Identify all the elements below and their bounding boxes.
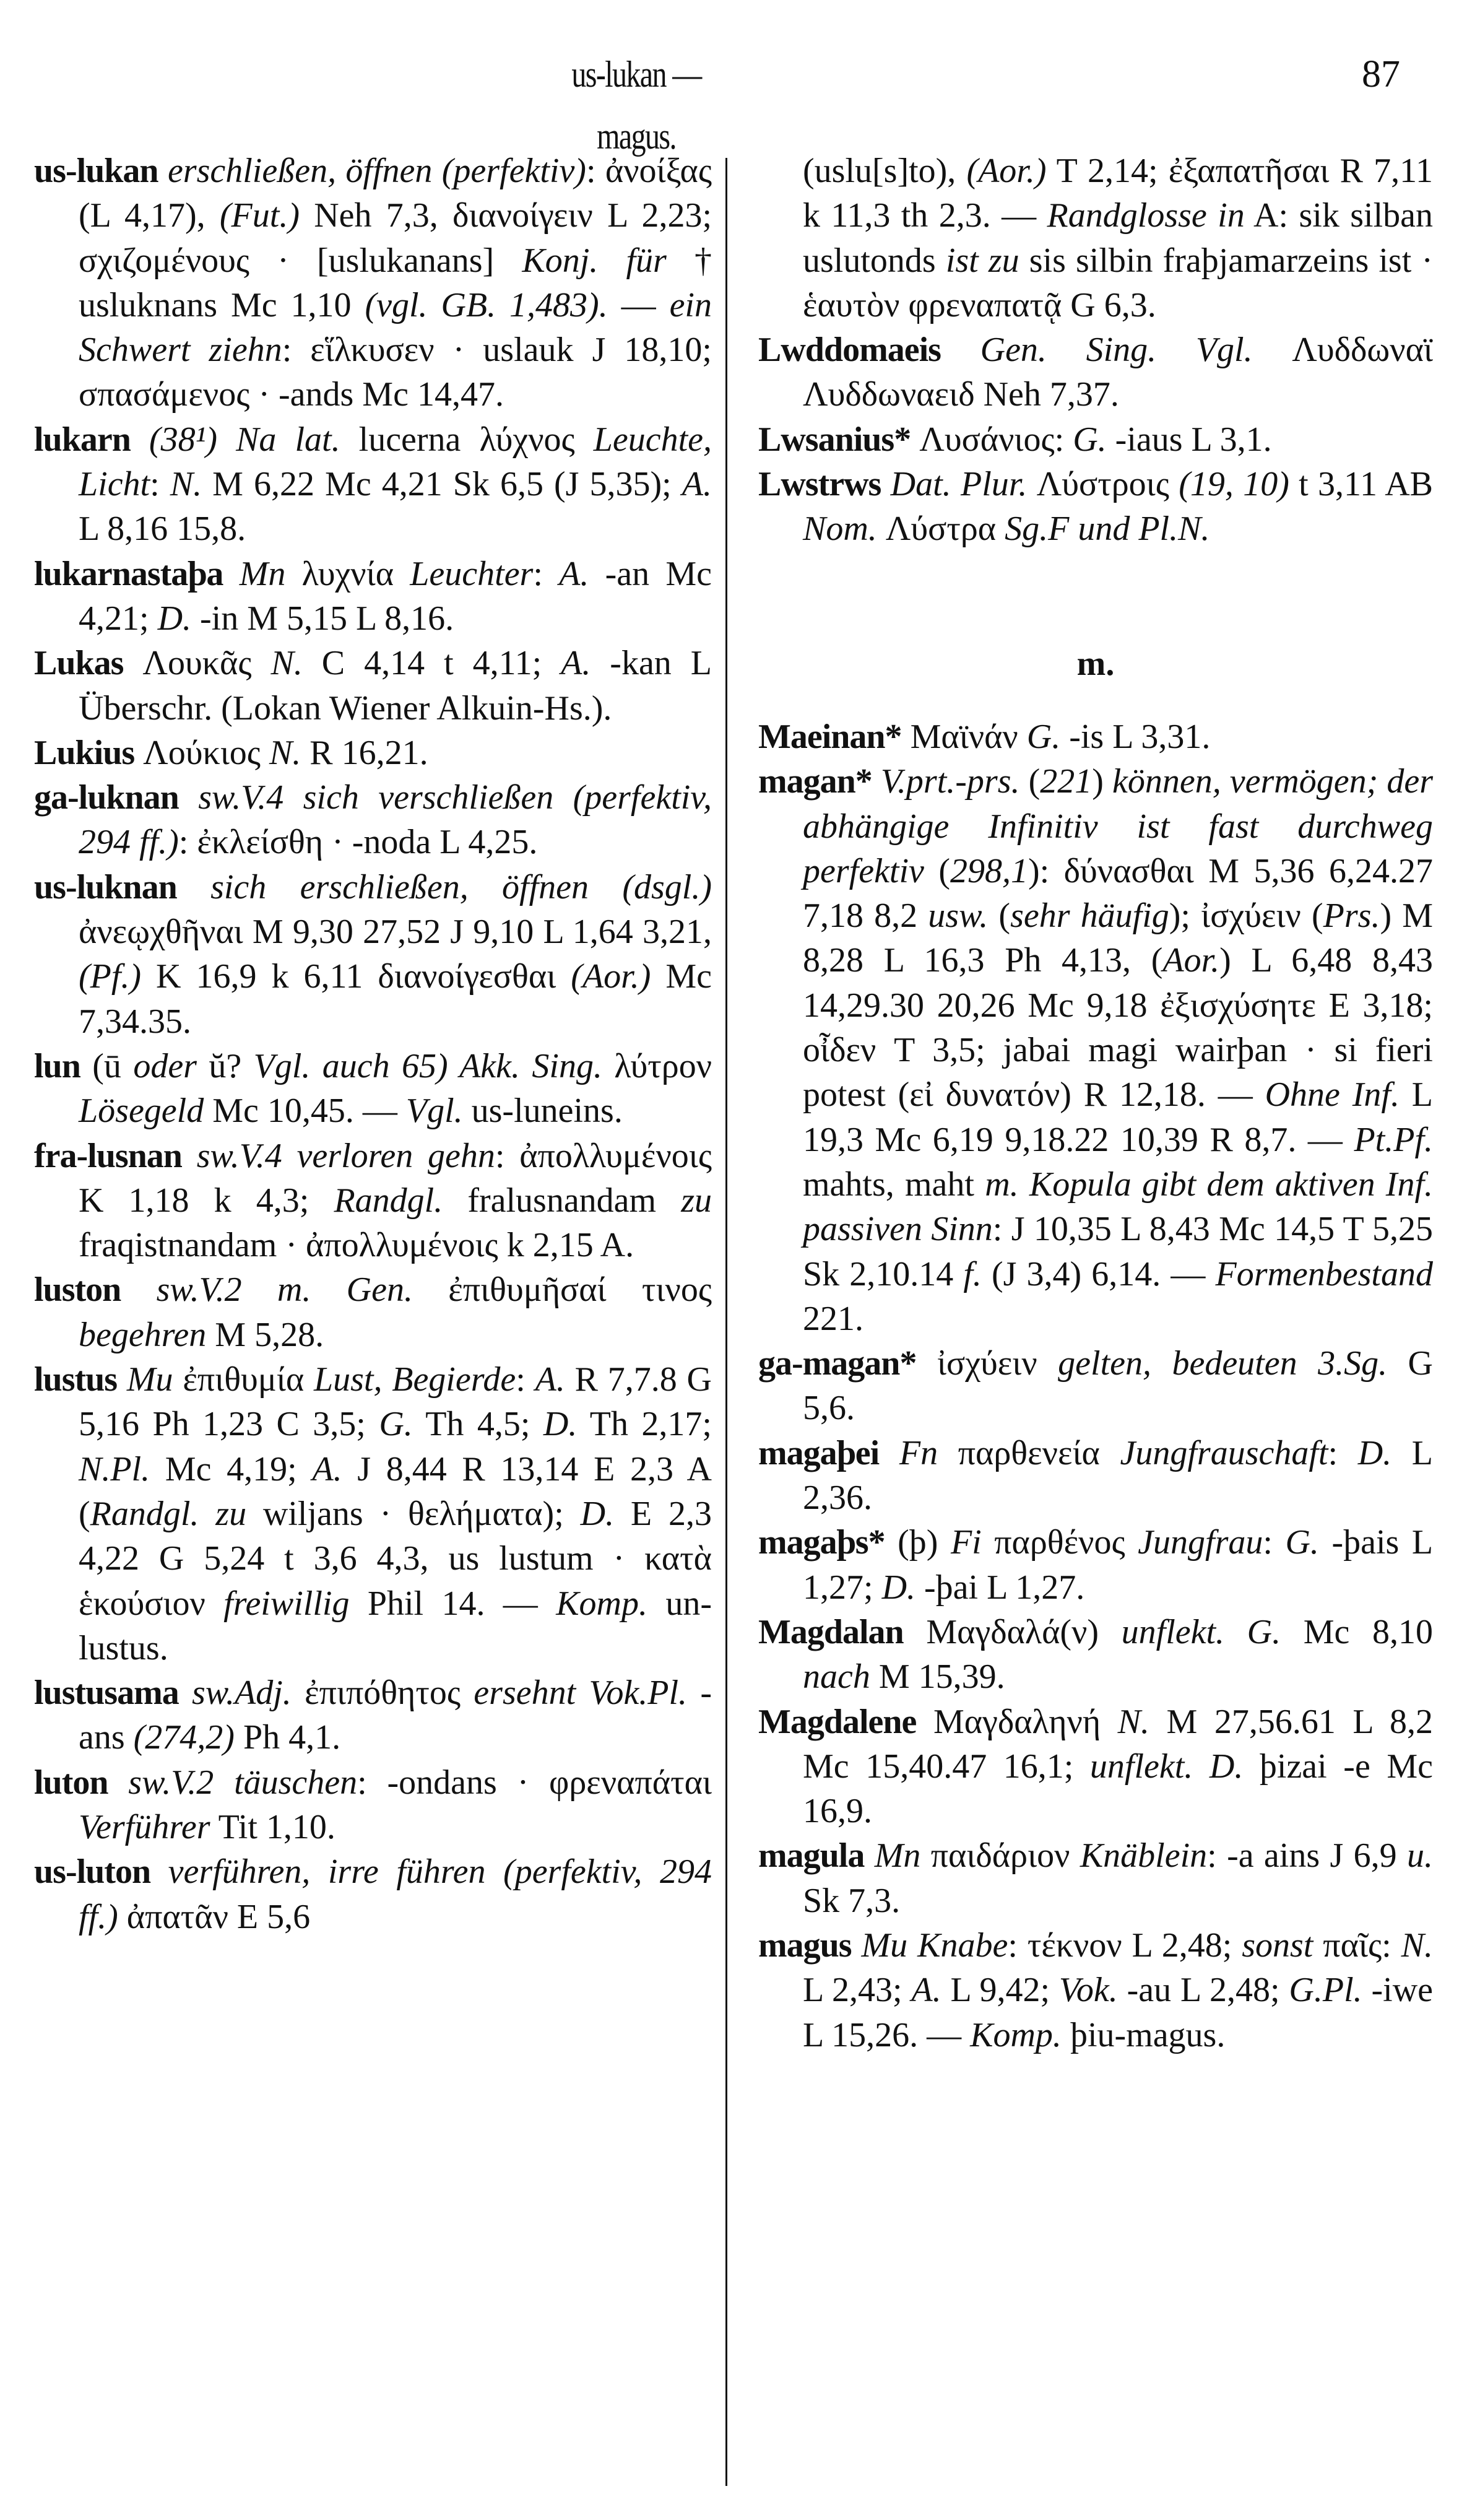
- gloss-text: M 5,28.: [206, 1315, 324, 1354]
- gloss-text: Mc 7,34.35.: [79, 957, 712, 1041]
- page-header: [0, 43, 1467, 157]
- gloss-italic: m. Kopula gibt dem aktiven Inf. passiven Sinn: [803, 1165, 1433, 1249]
- headword: Magdalan: [758, 1612, 904, 1651]
- headword: magaþs*: [758, 1523, 885, 1562]
- gloss-italic: Jungfrauschaft: [1120, 1433, 1328, 1472]
- gloss-italic: Randgl.: [334, 1181, 443, 1220]
- dictionary-entry: [34, 775, 712, 865]
- gloss-text: R 16,21.: [301, 733, 428, 772]
- headword: ga-luknan: [34, 778, 179, 817]
- gloss-italic: Jungfrau: [1138, 1523, 1263, 1562]
- gloss-italic: verführen, irre führen (perfektiv, 294 ff.): [79, 1853, 712, 1936]
- gloss-italic: 221: [1040, 762, 1093, 801]
- gloss-italic: A.: [535, 1360, 565, 1399]
- gloss-italic: Ohne Inf.: [1265, 1075, 1400, 1114]
- gloss-text: Λύστροις: [1027, 465, 1179, 504]
- dictionary-entry: [758, 328, 1433, 417]
- gloss-italic: Leuchter: [410, 554, 534, 593]
- gloss-italic: Knäblein: [1080, 1836, 1208, 1875]
- gloss-italic: ein Schwert ziehn: [79, 285, 712, 370]
- gloss-text: ἐπιθυμία: [173, 1360, 314, 1399]
- dictionary-entry: [34, 552, 712, 641]
- gloss-italic: G.: [379, 1405, 413, 1444]
- gloss-italic: usw.: [928, 897, 989, 936]
- gloss-text: :: [533, 554, 560, 593]
- gloss-italic: Konj. für: [522, 241, 667, 280]
- gloss-italic: (19, 10): [1179, 465, 1289, 504]
- gloss-italic: Mu Knabe: [861, 1926, 1008, 1965]
- gloss-text: Phil 14. —: [349, 1584, 556, 1623]
- running-head: us-lukan — magus.: [571, 54, 701, 157]
- gloss-text: ἐπιπόθητος: [291, 1674, 474, 1713]
- gloss-text: : εἵλκυσεν · uslauk J 18,10; σπασάμενος · -ands Mc 14,47.: [79, 331, 712, 414]
- gloss-text: :: [516, 1360, 535, 1399]
- gloss-text: -au L 2,48;: [1117, 1971, 1289, 2010]
- gloss-text: L 8,16 15,8.: [79, 510, 246, 549]
- gloss-italic: Gen. Sing. Vgl.: [980, 331, 1253, 370]
- dictionary-entry: [758, 715, 1433, 759]
- gloss-italic: können, vermögen; der abhängige Infinitiv ist fast durchweg perfektiv: [803, 762, 1433, 890]
- headword: Lwsanius*: [758, 420, 911, 459]
- gloss-italic: Formenbestand: [1215, 1254, 1433, 1293]
- gloss-text: Μαϊνάν: [910, 717, 1027, 756]
- gloss-italic: Na lat.: [236, 420, 340, 459]
- dictionary-entry: [34, 1267, 712, 1357]
- gloss-text: -ans: [79, 1674, 712, 1757]
- gloss-text: (ū: [92, 1046, 134, 1085]
- gloss-text: ŭ?: [196, 1046, 254, 1085]
- gloss-text: : τέκνον L 2,48;: [1008, 1926, 1242, 1965]
- gloss-italic: D.: [157, 599, 192, 638]
- gloss-text: mahts, maht: [803, 1165, 985, 1204]
- headword: magus: [758, 1926, 852, 1965]
- gloss-italic: A.: [559, 554, 589, 593]
- gloss-italic: Pt.Pf.: [1354, 1120, 1433, 1159]
- gloss-text: -þais L 1,27;: [803, 1523, 1434, 1607]
- gloss-italic: Sg.F und Pl.N.: [1005, 510, 1210, 549]
- gloss-text: Mc 4,19;: [150, 1449, 313, 1488]
- gloss-italic: nach: [803, 1658, 870, 1697]
- gloss-italic: Vgl. auch 65) Akk. Sing.: [253, 1046, 602, 1085]
- gloss-italic: G.Pl.: [1289, 1971, 1362, 2010]
- gloss-text: ) M 8,28 L 16,3 Ph 4,13, (: [803, 897, 1434, 980]
- gloss-text: ἐπιθυμῆσαί τινος: [412, 1271, 712, 1310]
- dictionary-entry: [758, 1700, 1433, 1834]
- gloss-text: t 3,11 AB: [1289, 465, 1434, 504]
- gloss-text: Μαγδαληνή: [933, 1702, 1118, 1741]
- dictionary-entry: [758, 462, 1433, 552]
- gloss-text: -iaus L 3,1.: [1106, 420, 1272, 459]
- gloss-italic: Mn: [239, 554, 286, 593]
- gloss-text: ): [1092, 762, 1112, 801]
- dictionary-entry: [758, 1610, 1433, 1700]
- headword: Lukius: [34, 733, 135, 772]
- gloss-italic: G.: [1073, 420, 1107, 459]
- gloss-text: (: [1019, 762, 1041, 801]
- dictionary-entry: [34, 731, 712, 775]
- gloss-text: —: [607, 285, 670, 324]
- gloss-italic: (vgl. GB. 1,483).: [365, 285, 608, 324]
- dictionary-entry: [34, 417, 712, 552]
- gloss-italic: sw.V.4 verloren gehn: [196, 1136, 495, 1175]
- gloss-italic: freiwillig: [223, 1584, 350, 1623]
- headword: Lwstrws: [758, 465, 881, 504]
- gloss-italic: (Aor.): [966, 152, 1047, 190]
- section-letter: m.: [1076, 644, 1115, 683]
- gloss-text: (: [924, 851, 950, 890]
- gloss-italic: Komp.: [556, 1584, 647, 1623]
- gloss-text: Mc 8,10: [1281, 1612, 1434, 1651]
- gloss-text: Λυσάνιος:: [919, 420, 1073, 459]
- headword: magaþei: [758, 1433, 880, 1472]
- gloss-text: Th 4,5;: [412, 1405, 543, 1444]
- headword: lukarn: [34, 420, 131, 459]
- gloss-text: -is L 3,31.: [1060, 717, 1211, 756]
- gloss-text: : -a ains J 6,9: [1207, 1836, 1407, 1875]
- gloss-text: fraqistnandam · ἀπολλυμένοις k 2,15 A.: [79, 1226, 634, 1265]
- dictionary-entry: [34, 1760, 712, 1850]
- dictionary-entry: [758, 1431, 1433, 1521]
- gloss-italic: Aor.: [1162, 941, 1220, 980]
- gloss-italic: N.: [269, 733, 301, 772]
- headword: Lwddomaeis: [758, 331, 941, 370]
- gloss-text: Λυδδωναϊ Λυδδωναειδ Neh 7,37.: [803, 331, 1433, 414]
- gloss-text: λυχνία: [285, 554, 410, 593]
- gloss-text: ): δύνασθαι M 5,36 6,24.27 7,18 8,2: [803, 851, 1433, 936]
- gloss-text: Ph 4,1.: [234, 1718, 341, 1757]
- gloss-text: ἀνεῳχθῆναι M 9,30 27,52 J 9,10 L 1,64 3,21,: [79, 913, 712, 952]
- gloss-italic: sehr häufig: [1010, 897, 1169, 936]
- gloss-italic: Verführer: [79, 1807, 210, 1846]
- gloss-text: -þai L 1,27.: [915, 1568, 1085, 1607]
- gloss-italic: A.: [911, 1971, 941, 2010]
- gloss-italic: D.: [580, 1494, 615, 1533]
- gloss-italic: Fi: [950, 1523, 982, 1562]
- gloss-italic: sw.V.4 sich verschließen (perfektiv, 294 ff.): [79, 778, 712, 862]
- dictionary-entry: [34, 1134, 712, 1268]
- gloss-italic: oder: [133, 1046, 197, 1085]
- gloss-italic: V.prt.-prs.: [880, 762, 1020, 801]
- gloss-text: : ἀπολλυμένοις K 1,18 k 4,3;: [79, 1136, 712, 1220]
- gloss-italic: Vgl.: [405, 1092, 463, 1131]
- gloss-text: A: sik silban uslutonds: [803, 196, 1434, 280]
- headword: Maeinan*: [758, 717, 902, 756]
- gloss-text: (: [988, 897, 1011, 936]
- gloss-italic: sw.Adj.: [192, 1674, 292, 1713]
- gloss-text: Μαγδαλά(ν): [926, 1612, 1122, 1651]
- gloss-text: us-luneins.: [462, 1092, 623, 1131]
- gloss-text: 221.: [803, 1299, 863, 1338]
- gloss-text: : -ondans · φρεναπάται: [357, 1763, 712, 1802]
- headword: fra-lusnan: [34, 1136, 182, 1175]
- gloss-text: παρθενεία: [938, 1433, 1120, 1472]
- gloss-italic: zu: [681, 1181, 712, 1220]
- headword: lustusama: [34, 1674, 179, 1713]
- dictionary-entry: [758, 417, 1433, 462]
- headword: lustus: [34, 1360, 118, 1399]
- gloss-text: παιδάριον: [920, 1836, 1080, 1875]
- gloss-italic: D.: [1357, 1433, 1392, 1472]
- gloss-italic: unflekt. G.: [1121, 1612, 1281, 1651]
- dictionary-entry: [758, 1833, 1433, 1923]
- dictionary-entry: [34, 641, 712, 731]
- headword: lun: [34, 1046, 80, 1085]
- headword: magan*: [758, 762, 872, 801]
- gloss-italic: N.: [1401, 1926, 1434, 1965]
- gloss-text: L 19,3 Mc 6,19 9,18.22 10,39 R 8,7. —: [803, 1075, 1433, 1159]
- dictionary-entry: [34, 1671, 712, 1760]
- gloss-text: wiljans · θελήματα);: [246, 1494, 581, 1533]
- gloss-text: : ἐκλείσθη · -noda L 4,25.: [178, 823, 538, 862]
- dictionary-entry: [34, 1357, 712, 1671]
- gloss-italic: Lust, Begierde: [313, 1360, 516, 1399]
- gloss-text: (uslu[s]to),: [803, 152, 967, 190]
- gloss-italic: D.: [543, 1405, 578, 1444]
- gloss-italic: Lösegeld: [79, 1092, 204, 1131]
- gloss-text: : J 10,35 L 8,43 Mc 14,5 T 5,25 Sk 2,10.14: [803, 1210, 1433, 1293]
- gloss-text: ἰσχύειν: [937, 1344, 1058, 1383]
- gloss-italic: erschließen, öffnen (perfektiv): [167, 152, 586, 190]
- gloss-text: (J 3,4) 6,14. —: [981, 1254, 1216, 1293]
- gloss-text: sis silbin fraþjamarzeins ist · ἑαυτὸν φρεναπατᾷ G 6,3.: [803, 241, 1434, 324]
- gloss-text: K 16,9 k 6,11 διανοίγεσθαι: [141, 957, 571, 996]
- gloss-text: G 5,6.: [803, 1344, 1433, 1428]
- dictionary-entry: [758, 1923, 1433, 2057]
- left-column: [34, 149, 712, 1939]
- dictionary-entry: [34, 149, 712, 417]
- dictionary-entry: [758, 759, 1433, 1341]
- gloss-italic: Nom.: [803, 510, 877, 549]
- gloss-italic: N.: [170, 465, 202, 504]
- gloss-text: Th 2,17;: [577, 1405, 712, 1444]
- dictionary-entry: [34, 865, 712, 1044]
- gloss-italic: D.: [881, 1568, 916, 1607]
- gloss-italic: Mu: [126, 1360, 173, 1399]
- gloss-text: -in M 5,15 L 8,16.: [191, 599, 454, 638]
- gloss-italic: A.: [312, 1449, 342, 1488]
- gloss-italic: Leuchte, Licht: [79, 420, 712, 504]
- gloss-italic: Dat. Plur.: [890, 465, 1028, 504]
- gloss-text: J 8,44 R 13,14 E 2,3 A (: [79, 1449, 712, 1533]
- gloss-text: ἀπατᾶν E 5,6: [118, 1897, 311, 1936]
- gloss-italic: G.: [1285, 1523, 1319, 1562]
- gloss-text: L 2,43;: [803, 1971, 912, 2010]
- gloss-italic: Randgl. zu: [90, 1494, 247, 1533]
- dictionary-entry: [758, 1520, 1433, 1610]
- gloss-italic: begehren: [79, 1315, 207, 1354]
- gloss-italic: N.: [1117, 1702, 1149, 1741]
- gloss-italic: Komp.: [970, 2015, 1062, 2054]
- gloss-text: R 7,7.8 G 5,16 Ph 1,23 C 3,5;: [79, 1360, 712, 1444]
- headword: magula: [758, 1836, 865, 1875]
- dictionary-entry: [34, 1044, 712, 1134]
- gloss-text: Λούκιος: [143, 733, 269, 772]
- gloss-italic: G.: [1026, 717, 1061, 756]
- gloss-text: un-lustus.: [79, 1584, 712, 1667]
- gloss-italic: (38¹): [149, 420, 236, 459]
- continuation-entry: [758, 149, 1433, 328]
- gloss-italic: unflekt. D.: [1089, 1747, 1244, 1786]
- gloss-text: M 27,56.61 L 8,2 Mc 15,40.47 16,1;: [803, 1702, 1434, 1786]
- gloss-text: M 6,22 Mc 4,21 Sk 6,5 (J 5,35);: [202, 465, 682, 504]
- gloss-text: λύτρον: [602, 1046, 712, 1085]
- gloss-text: :: [1328, 1433, 1358, 1472]
- gloss-text: -kan L Überschr. (Lokan Wiener Alkuin-Hs.).: [79, 644, 712, 728]
- gloss-text: Sk 7,3.: [803, 1881, 901, 1920]
- gloss-text: L 2,36.: [803, 1433, 1433, 1518]
- gloss-italic: sich erschließen, öffnen (dsgl.): [210, 867, 712, 906]
- gloss-italic: 298,1: [950, 851, 1028, 890]
- gloss-text: E 2,3 4,22 G 5,24 t 3,6 4,3, us lustum · κατὰ ἑκούσιον: [79, 1494, 712, 1623]
- gloss-italic: (274,2): [133, 1718, 235, 1757]
- gloss-text: ); ἰσχύειν (: [1169, 897, 1323, 936]
- gloss-text: M 15,39.: [870, 1658, 1005, 1697]
- gloss-italic: (Fut.): [219, 196, 300, 235]
- gloss-text: Mc 10,45. —: [204, 1092, 406, 1131]
- gloss-italic: Vok.: [1058, 1971, 1118, 2010]
- gloss-italic: Fn: [899, 1433, 938, 1472]
- gloss-italic: N.: [270, 644, 303, 683]
- gloss-text: -an Mc 4,21;: [79, 554, 712, 638]
- gloss-italic: ersehnt Vok.Pl.: [474, 1674, 688, 1713]
- right-column: [758, 149, 1433, 2057]
- gloss-italic: Randglosse in: [1047, 196, 1245, 235]
- gloss-italic: sonst: [1242, 1926, 1313, 1965]
- gloss-text: : ἀνοίξας (L 4,17),: [79, 152, 712, 235]
- headword: luton: [34, 1763, 108, 1802]
- gloss-text: Λουκᾶς: [142, 644, 271, 683]
- gloss-text: Tit 1,10.: [210, 1807, 335, 1846]
- gloss-italic: Prs.: [1323, 897, 1380, 936]
- gloss-text: Neh 7,3, διανοίγειν L 2,23; σχιζομένους · [uslukanans]: [79, 196, 712, 280]
- gloss-italic: u.: [1407, 1836, 1433, 1875]
- dictionary-entry: [34, 1849, 712, 1939]
- gloss-italic: N.Pl.: [79, 1449, 150, 1488]
- gloss-text: :: [150, 465, 170, 504]
- gloss-italic: f.: [963, 1254, 982, 1293]
- gloss-italic: A.: [682, 465, 712, 504]
- column-divider: [725, 158, 727, 2486]
- gloss-italic: gelten, bedeuten 3.Sg.: [1058, 1344, 1388, 1383]
- gloss-text: Λύστρα: [876, 510, 1005, 549]
- headword: ga-magan*: [758, 1344, 917, 1383]
- gloss-italic: A.: [561, 644, 591, 683]
- headword: us-luton: [34, 1853, 151, 1892]
- gloss-text: fralusnandam: [443, 1181, 682, 1220]
- gloss-text: þizai -e Mc 16,9.: [803, 1747, 1434, 1831]
- headword: Magdalene: [758, 1702, 917, 1741]
- headword: luston: [34, 1271, 121, 1310]
- gloss-text: παρθένος: [981, 1523, 1138, 1562]
- gloss-text: L 9,42;: [941, 1971, 1059, 2010]
- headword: us-luknan: [34, 867, 177, 906]
- gloss-italic: (Pf.): [79, 957, 142, 996]
- gloss-italic: sw.V.2 täuschen: [128, 1763, 358, 1802]
- gloss-italic: Mn: [874, 1836, 921, 1875]
- gloss-italic: (Aor.): [571, 957, 651, 996]
- headword: us-lukan: [34, 152, 158, 190]
- gloss-text: ) L 6,48 8,43 14,29.30 20,26 Mc 9,18 ἐξισχύσητε E 3,18; οἶδεν T 3,5; jabai magi wairþan · si fieri potest (εἰ δυνατόν) R 12,18. —: [803, 941, 1433, 1114]
- gloss-italic: sw.V.2 m. Gen.: [156, 1271, 413, 1310]
- gloss-text: -iwe L 15,26. —: [803, 1971, 1434, 2054]
- headword: lukarnastaþa: [34, 554, 223, 593]
- gloss-text: † usluknans Mc 1,10: [79, 241, 712, 324]
- gloss-text: C 4,14 t 4,11;: [302, 644, 561, 683]
- dictionary-entry: [758, 1341, 1433, 1431]
- gloss-text: lucerna λύχνος: [340, 420, 594, 459]
- gloss-text: þiu-magus.: [1061, 2015, 1226, 2054]
- gloss-text: (þ): [898, 1523, 951, 1562]
- page-number: 87: [1362, 53, 1400, 95]
- headword: Lukas: [34, 644, 124, 683]
- gloss-italic: ist zu: [945, 241, 1019, 280]
- gloss-text: :: [1263, 1523, 1286, 1562]
- gloss-text: παῖς:: [1313, 1926, 1401, 1965]
- gloss-text: T 2,14; ἐξαπατῆσαι R 7,11 k 11,3 th 2,3. —: [803, 152, 1433, 235]
